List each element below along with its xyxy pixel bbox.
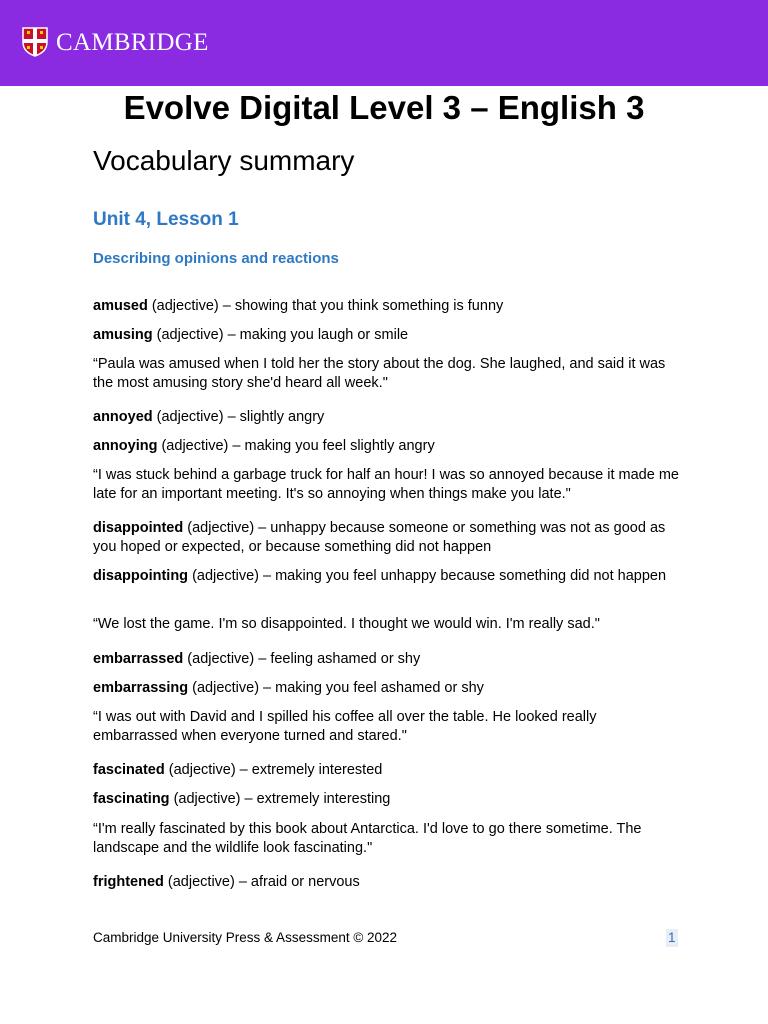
- vocab-term: disappointing: [93, 568, 189, 584]
- vocab-definition: (adjective) – showing that you think something is funny: [147, 298, 504, 314]
- vocab-example: “I was stuck behind a garbage truck for half an hour! I was so annoyed because it made me late for an important meeting. It's so annoying when things make you late.": [93, 467, 679, 502]
- vocab-example: “I was out with David and I spilled his coffee all over the table. He looked really embarrassed when everyone turned and stared.": [93, 709, 597, 744]
- vocab-term: annoying: [93, 438, 158, 454]
- vocab-term: embarrassing: [93, 680, 189, 696]
- vocab-definition: (adjective) – feeling ashamed or shy: [183, 651, 421, 667]
- vocab-entry: [93, 650, 683, 669]
- vocab-entry: [93, 437, 683, 456]
- vocab-term: embarrassed: [93, 651, 184, 667]
- vocab-entry: [93, 519, 683, 557]
- vocab-definition: (adjective) – extremely interesting: [169, 791, 391, 807]
- header-bar: [0, 0, 768, 86]
- vocab-entry: [93, 326, 683, 345]
- vocab-definition: (adjective) – afraid or nervous: [163, 874, 360, 890]
- vocab-term: amusing: [93, 327, 153, 343]
- vocab-entry: [93, 761, 683, 780]
- vocab-term: disappointed: [93, 520, 184, 536]
- footer-copyright: Cambridge University Press & Assessment © 2022: [93, 930, 398, 945]
- vocab-entry: [93, 873, 683, 892]
- vocab-term: amused: [93, 298, 148, 314]
- vocab-term: annoyed: [93, 409, 153, 425]
- unit-heading: Unit 4, Lesson 1: [93, 209, 239, 230]
- vocab-entry: [93, 567, 683, 586]
- document-subtitle: Vocabulary summary: [93, 145, 355, 176]
- vocab-definition: (adjective) – making you feel unhappy because something did not happen: [188, 568, 667, 584]
- vocab-entry: [93, 408, 683, 427]
- cambridge-logo: [22, 26, 209, 58]
- cambridge-shield-icon: [22, 27, 48, 57]
- section-heading: Describing opinions and reactions: [93, 250, 339, 267]
- vocab-definition: (adjective) – making you feel slightly angry: [157, 438, 435, 454]
- brand-name: CAMBRIDGE: [56, 28, 209, 56]
- vocab-definition: (adjective) – making you feel ashamed or shy: [188, 680, 484, 696]
- vocab-example: “Paula was amused when I told her the story about the dog. She laughed, and said it was the most amusing story she'd heard all week.": [93, 356, 666, 391]
- page-number: 1: [668, 930, 676, 945]
- vocab-definition: (adjective) – extremely interested: [164, 762, 383, 778]
- vocab-entry: [93, 297, 683, 316]
- vocab-entry: [93, 790, 683, 809]
- vocab-example: “I'm really fascinated by this book about Antarctica. I'd love to go there sometime. The landscape and the wildlife look fascinating.": [93, 821, 642, 856]
- vocab-definition: (adjective) – making you laugh or smile: [152, 327, 409, 343]
- vocab-term: fascinated: [93, 762, 165, 778]
- vocab-entry: [93, 679, 683, 698]
- document-title: Evolve Digital Level 3 – English 3: [123, 89, 645, 126]
- vocab-term: frightened: [93, 874, 164, 890]
- vocab-example: “We lost the game. I'm so disappointed. I thought we would win. I'm really sad.": [93, 616, 600, 632]
- vocab-definition: (adjective) – slightly angry: [152, 409, 325, 425]
- vocab-definition: (adjective) – unhappy because someone or something was not as good as you hoped or expected, or because something did not happen: [93, 520, 666, 555]
- vocab-term: fascinating: [93, 791, 170, 807]
